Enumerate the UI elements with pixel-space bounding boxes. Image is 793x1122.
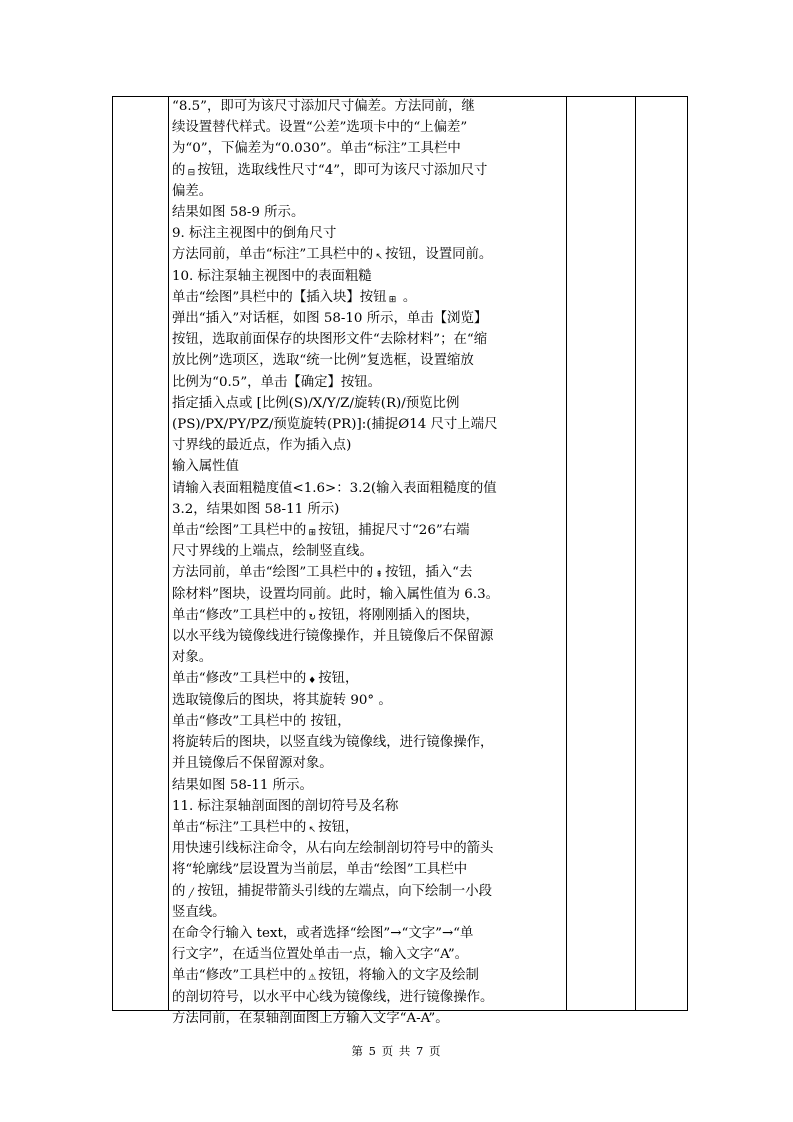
text-run: 竖直线。 (172, 904, 226, 920)
text-line (172, 796, 564, 817)
text-line (172, 965, 564, 986)
text-run: 3.2，结果如图 58-11 所示) (172, 501, 340, 517)
text-run: 按钮，选取前面保存的块图形文件“去除材料”；在“缩 (172, 332, 488, 348)
text-run: 除材料”图块，设置均同前。此时，输入属性值为 6.3。 (172, 586, 499, 602)
text-run: 弹出“插入”对话框，如图 58-10 所示，单击【浏览】 (172, 311, 488, 327)
table-column-divider (168, 97, 169, 1010)
text-line (172, 859, 564, 880)
text-line (172, 902, 564, 923)
text-run: 方法同前，在泵轴剖面图上方输入文字“A-A”。 (172, 1010, 449, 1026)
text-run: 单击“修改”工具栏中的 按钮， (172, 713, 351, 729)
text-run: 9. 标注主视图中的倒角尺寸 (172, 226, 337, 242)
text-run: 11. 标注泵轴剖面图的剖切符号及名称 (172, 798, 399, 814)
quick-leader-icon: ↖ (308, 824, 316, 835)
text-run: 输入属性值 (172, 459, 239, 475)
text-line (172, 223, 564, 244)
text-run: 按钮， (318, 671, 359, 687)
leader-icon: ↖ (375, 252, 383, 263)
text-run: 将旋转后的图块，以竖直线为镜像线，进行镜像操作， (172, 735, 494, 751)
text-run: 按钮，设置同前。 (385, 247, 493, 263)
text-run: 结果如图 58-9 所示。 (172, 205, 305, 221)
text-line (172, 202, 564, 223)
text-line (172, 96, 564, 117)
text-run: 结果如图 58-11 所示。 (172, 777, 313, 793)
text-run: 单击“标注”工具栏中的 (172, 819, 307, 835)
text-run: 偏差。 (172, 183, 213, 199)
text-line (172, 478, 564, 499)
text-line (172, 266, 564, 287)
text-run: 单击“修改”工具栏中的 (172, 968, 307, 984)
text-run: 方法同前，单击“标注”工具栏中的 (172, 247, 374, 263)
text-line (172, 160, 564, 181)
text-line (172, 626, 564, 647)
text-line (172, 923, 564, 944)
text-line (172, 732, 564, 753)
insert-block-icon: ⇞ (375, 570, 383, 581)
text-line (172, 881, 564, 902)
text-run: 单击“修改”工具栏中的 (172, 607, 307, 623)
text-line (172, 287, 564, 308)
text-run: 行文字”，在适当位置处单击一点，输入文字“A”。 (172, 947, 469, 963)
text-line (172, 838, 564, 859)
table-column-divider (635, 97, 636, 1010)
text-line (172, 987, 564, 1008)
text-run: 将“轮廓线”层设置为当前层，单击“绘图”工具栏中 (172, 862, 468, 878)
text-line (172, 499, 564, 520)
text-run: 单击“绘图”工具栏中的 (172, 523, 307, 539)
line-icon: ╱ (188, 888, 195, 899)
text-line (172, 414, 564, 435)
text-line (172, 138, 564, 159)
text-line (172, 753, 564, 774)
text-run: 按钮，将输入的文字及绘制 (318, 968, 479, 984)
mirror-icon: ⚠ (308, 973, 317, 984)
text-run: 单击“修改”工具栏中的 (172, 671, 307, 687)
text-run: 的剖切符号，以水平中心线为镜像线，进行镜像操作。 (172, 989, 494, 1005)
text-run: 以水平线为镜像线进行镜像操作，并且镜像后不保留源 (172, 629, 494, 645)
text-run: 。 (398, 289, 417, 305)
text-run: 方法同前，单击“绘图”工具栏中的 (172, 565, 374, 581)
table-column-divider (566, 97, 567, 1010)
text-line (172, 944, 564, 965)
mirror-icon: ↻ (308, 612, 316, 623)
text-run: 为“0”，下偏差为“0.030”。单击“标注”工具栏中 (172, 141, 461, 157)
instruction-text-cell (172, 96, 564, 1029)
text-run: 并且镜像后不保留源对象。 (172, 756, 333, 772)
text-run: 比例为“0.5”，单击【确定】按钮。 (172, 374, 382, 390)
text-run: 对象。 (172, 650, 213, 666)
text-run: 寸界线的最近点，作为插入点) (172, 438, 352, 454)
page-footer: 第 5 页 共 7 页 (351, 1044, 442, 1058)
linear-dimension-icon: ⊟ (187, 167, 196, 178)
text-line (172, 117, 564, 138)
text-line (172, 329, 564, 350)
text-line (172, 372, 564, 393)
text-run: 按钮，插入“去 (385, 565, 473, 581)
text-line (172, 775, 564, 796)
text-run: 的 (172, 162, 186, 178)
text-run: 10. 标注泵轴主视图中的表面粗糙 (172, 268, 372, 284)
text-run: 用快速引线标注命令，从右向左绘制剖切符号中的箭头 (172, 841, 494, 857)
text-run: 单击“绘图”具栏中的【插入块】按钮 (172, 289, 387, 305)
text-run: 的 (172, 883, 186, 899)
text-run: 指定插入点或 [比例(S)/X/Y/Z/旋转(R)/预览比例 (172, 395, 460, 411)
text-line (172, 668, 564, 689)
text-line (172, 456, 564, 477)
text-run: 按钮，捕捉带箭头引线的左端点，向下绘制一小段 (197, 883, 492, 899)
text-line (172, 181, 564, 202)
text-run: 续设置替代样式。设置“公差”选项卡中的“上偏差” (172, 120, 468, 136)
text-line (172, 711, 564, 732)
rotate-icon: ♦ (308, 676, 317, 687)
text-line (172, 584, 564, 605)
text-line (172, 244, 564, 265)
text-run: 放比例”选项区，选取“统一比例”复选框，设置缩放 (172, 353, 474, 369)
text-run: 按钮，选取线性尺寸“4”，即可为该尺寸添加尺寸 (197, 162, 488, 178)
text-line (172, 541, 564, 562)
insert-block-icon: ⊞ (388, 294, 397, 305)
text-line (172, 605, 564, 626)
text-line (172, 1008, 564, 1029)
text-run: 按钮，将刚刚插入的图块， (318, 607, 479, 623)
text-run: 选取镜像后的图块，将其旋转 90° 。 (172, 692, 392, 708)
text-line (172, 562, 564, 583)
text-line (172, 817, 564, 838)
text-run: (PS)/PX/PY/PZ/预览旋转(PR)]:(捕捉Ø14 尺寸上端尺 (172, 417, 498, 433)
line-icon: ⊞ (308, 528, 316, 539)
text-line (172, 690, 564, 711)
text-run: 按钮，捕捉尺寸“26”右端 (318, 523, 470, 539)
text-run: 尺寸界线的上端点，绘制竖直线。 (172, 544, 373, 560)
text-line (172, 350, 564, 371)
text-line (172, 520, 564, 541)
text-run: 请输入表面粗糙度值<1.6>：3.2(输入表面粗糙度的值 (172, 480, 497, 496)
text-run: 在命令行输入 text，或者选择“绘图”→“文字”→“单 (172, 925, 474, 941)
text-line (172, 435, 564, 456)
text-run: “8.5”，即可为该尺寸添加尺寸偏差。方法同前，继 (172, 99, 475, 114)
text-line (172, 393, 564, 414)
text-line (172, 308, 564, 329)
text-run: 按钮， (318, 819, 359, 835)
text-line (172, 647, 564, 668)
